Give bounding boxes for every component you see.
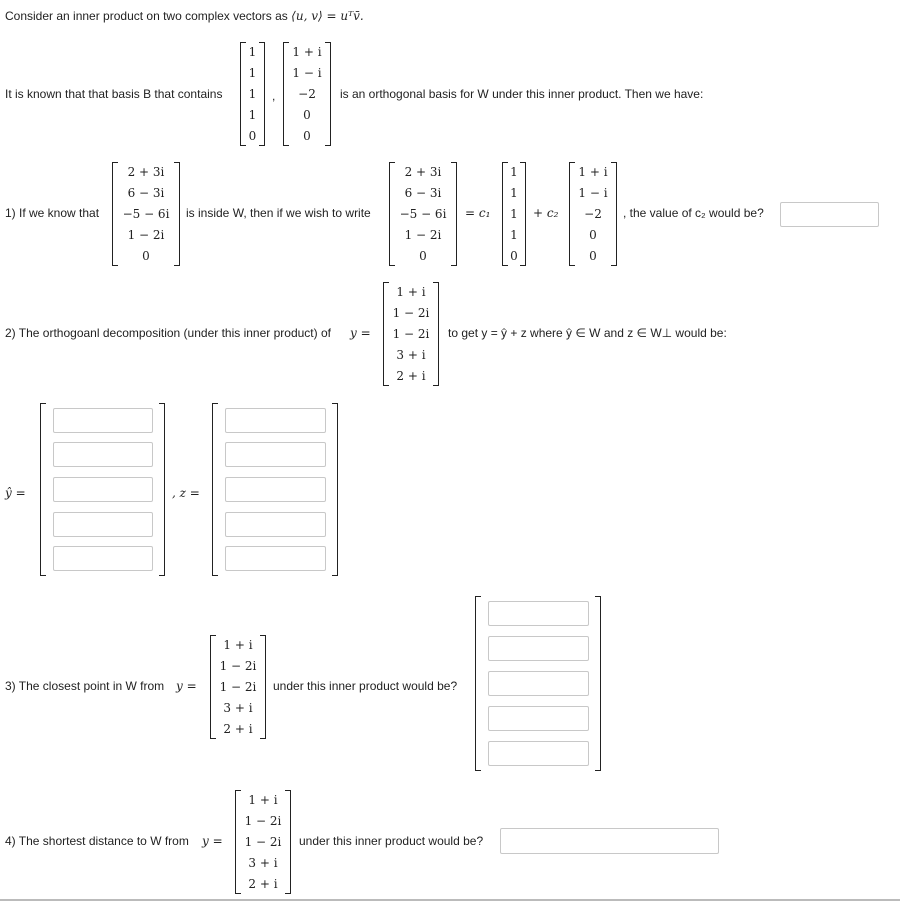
matrix-entry: 2 + 3i [127, 165, 165, 179]
intro-line [5, 9, 364, 23]
q2-y-vector [383, 282, 439, 386]
matrix-entry: 1 [510, 165, 518, 179]
q4-tail-text: under this inner product would be? [299, 834, 484, 848]
q4-distance-answer-input[interactable] [500, 828, 719, 854]
q1-vector-right [389, 162, 457, 266]
matrix-entry: 0 [419, 249, 427, 263]
matrix-entry: 1 [248, 108, 257, 122]
q3-answer-input-1[interactable] [488, 601, 589, 626]
q1-basis-vector-2 [569, 162, 617, 266]
q2-z-input-3[interactable] [225, 477, 326, 502]
matrix-entry: 2 + i [223, 722, 253, 736]
q3-answer-input-3[interactable] [488, 671, 589, 696]
q2-z-answer-matrix [212, 403, 338, 576]
matrix-entry: 1 [510, 207, 518, 221]
q4-label: 4) The shortest distance to W from [5, 834, 189, 848]
q1-tail-text: , the value of c₂ would be? [623, 206, 764, 220]
matrix-entry: 2 + i [396, 369, 426, 383]
matrix-entry: 1 [510, 186, 518, 200]
matrix-entry: 1 − 2i [219, 659, 257, 673]
matrix-entry: 0 [303, 108, 311, 122]
matrix-entry: 1 + i [292, 45, 322, 59]
matrix-entry: 1 + i [396, 285, 426, 299]
matrix-entry: 1 − 2i [127, 228, 165, 242]
inner-product-formula: ⟨u, v⟩ = uᵀv̄. [291, 9, 364, 23]
matrix-entry: −2 [298, 87, 316, 101]
matrix-entry: 3 + i [248, 856, 278, 870]
q3-answer-input-5[interactable] [488, 741, 589, 766]
q3-answer-input-4[interactable] [488, 706, 589, 731]
basis-tail-text: is an orthogonal basis for W under this inner product. Then we have: [340, 87, 704, 101]
matrix-entry: 1 [248, 66, 257, 80]
q1-mid-text: is inside W, then if we wish to write [186, 206, 371, 220]
q3-y-vector [210, 635, 266, 739]
q2-yhat-input-5[interactable] [53, 546, 153, 571]
q2-y-equals: y = [350, 326, 371, 340]
matrix-entry: 3 + i [396, 348, 426, 362]
matrix-entry: 2 + 3i [404, 165, 442, 179]
basis-vector-1 [240, 42, 265, 146]
matrix-entry: 1 − 2i [392, 306, 430, 320]
basis-vector-2 [283, 42, 331, 146]
matrix-entry: 1 − 2i [404, 228, 442, 242]
matrix-entry: 1 + i [248, 793, 278, 807]
q1-c2-answer-input[interactable] [780, 202, 879, 227]
q3-answer-matrix [475, 596, 601, 771]
q3-tail-text: under this inner product would be? [273, 679, 458, 693]
matrix-entry: 0 [510, 249, 518, 263]
matrix-entry: 1 − 2i [244, 835, 282, 849]
q2-yhat-label: ŷ = [5, 486, 26, 500]
q2-z-input-2[interactable] [225, 442, 326, 467]
intro-text: Consider an inner product on two complex vectors as [5, 9, 288, 23]
matrix-entry: 3 + i [223, 701, 253, 715]
q2-tail-text: to get y = ŷ + z where ŷ ∈ W and z ∈ W⊥ would be: [448, 326, 727, 340]
basis-separator: , [272, 89, 276, 103]
matrix-entry: 1 [510, 228, 518, 242]
q3-answer-input-2[interactable] [488, 636, 589, 661]
matrix-entry: 1 − 2i [244, 814, 282, 828]
matrix-entry: 1 − i [292, 66, 322, 80]
matrix-entry: −5 − 6i [122, 207, 170, 221]
matrix-entry: 1 + i [578, 165, 608, 179]
q3-label: 3) The closest point in W from [5, 679, 165, 693]
q4-y-equals: y = [202, 834, 223, 848]
matrix-entry: 0 [589, 228, 597, 242]
matrix-entry: 1 − i [578, 186, 608, 200]
matrix-entry: 0 [589, 249, 597, 263]
matrix-entry: 6 − 3i [127, 186, 165, 200]
q2-yhat-input-4[interactable] [53, 512, 153, 537]
q2-z-label: , z = [172, 486, 200, 500]
q2-yhat-input-3[interactable] [53, 477, 153, 502]
q3-y-equals: y = [176, 679, 197, 693]
matrix-entry: −5 − 6i [399, 207, 447, 221]
q2-yhat-input-2[interactable] [53, 442, 153, 467]
q4-y-vector [235, 790, 291, 894]
q1-c1-equals: = c₁ [465, 206, 491, 220]
q2-z-input-1[interactable] [225, 408, 326, 433]
matrix-entry: 1 − 2i [219, 680, 257, 694]
matrix-entry: 6 − 3i [404, 186, 442, 200]
matrix-entry: 0 [142, 249, 150, 263]
q2-label: 2) The orthogoanl decomposition (under this inner product) of [5, 326, 331, 340]
q2-yhat-input-1[interactable] [53, 408, 153, 433]
q2-z-input-5[interactable] [225, 546, 326, 571]
q1-basis-vector-1 [502, 162, 526, 266]
matrix-entry: 0 [248, 129, 257, 143]
matrix-entry: −2 [584, 207, 602, 221]
matrix-entry: 1 + i [223, 638, 253, 652]
matrix-entry: 2 + i [248, 877, 278, 891]
q2-z-input-4[interactable] [225, 512, 326, 537]
basis-lead-text: It is known that that basis B that contains [5, 87, 223, 101]
q1-vector-left [112, 162, 180, 266]
matrix-entry: 1 − 2i [392, 327, 430, 341]
q2-yhat-answer-matrix [40, 403, 165, 576]
q1-label: 1) If we know that [5, 206, 100, 220]
matrix-entry: 1 [248, 45, 257, 59]
q1-c2-plus: + c₂ [533, 206, 559, 220]
matrix-entry: 0 [303, 129, 311, 143]
matrix-entry: 1 [248, 87, 257, 101]
